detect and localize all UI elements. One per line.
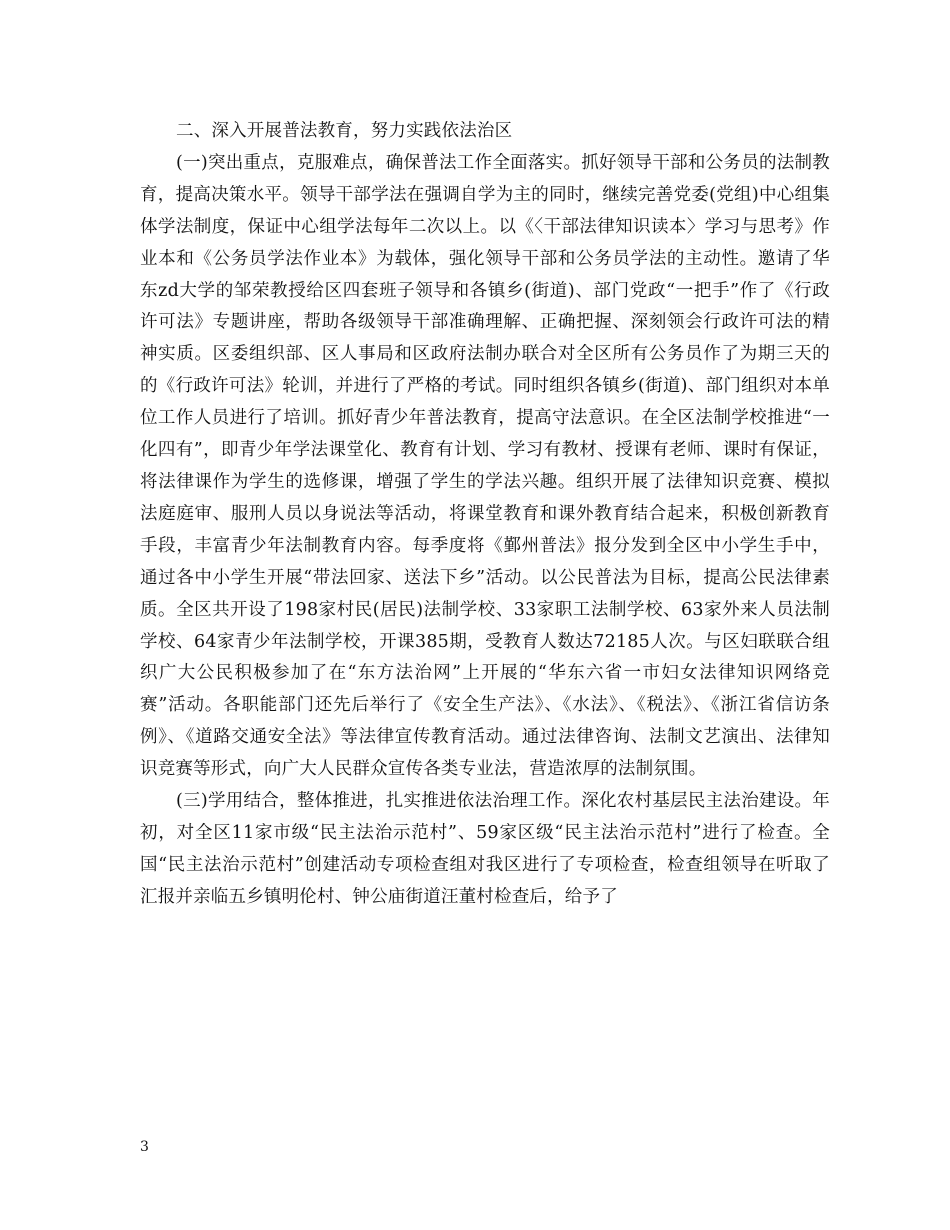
paragraph-1: (一)突出重点，克服难点，确保普法工作全面落实。抓好领导干部和公务员的法制教育，提高决策水平。领导干部学法在强调自学为主的同时，继续完善党委(党组)中心组集体学法制度，保证中心组学法每年二次以上。以《〈干部法律知识读本〉学习与思考》作业本和《公务员学法作业本》为载体，强化领导干部和公务员学法的主动性。邀请了华东zd大学的邹荣教授给区四套班子领导和各镇乡(街道)、部门党政“一把手”作了《行政许可法》专题讲座，帮助各级领导干部准确理解、正确把握、深刻领会行政许可法的精神实质。区委组织部、区人事局和区政府法制办联合对全区所有公务员作了为期三天的的《行政许可法》轮训，并进行了严格的考试。同时组织各镇乡(街道)、部门组织对本单位工作人员进行了培训。抓好青少年普法教育，提高守法意识。在全区法制学校推进“一化四有”，即青少年学法课堂化、教育有计划、学习有教材、授课有老师、课时有保证，将法律课作为学生的选修课，增强了学生的学法兴趣。组织开展了法律知识竞赛、模拟法庭庭审、服刑人员以身说法等活动，将课堂教育和课外教育结合起来，积极创新教育手段，丰富青少年法制教育内容。每季度将《鄞州普法》报分发到全区中小学生手中，通过各中小学生开展“带法回家、送法下乡”活动。以公民普法为目标，提高公民法律素质。全区共开设了198家村民(居民)法制学校、33家职工法制学校、63家外来人员法制学校、64家青少年法制学校，开课385期，受教育人数达72185人次。与区妇联联合组织广大公民积极参加了在“东方法治网”上开展的“华东六省一市妇女法律知识网络竞赛”活动。各职能部门还先后举行了《安全生产法》、《水法》、《税法》、《浙江省信访条例》、《道路交通安全法》等法律宣传教育活动。通过法律咨询、法制文艺演出、法律知识竞赛等形式，向广大人民群众宣传各类专业法，营造浓厚的法制氛围。 — [140, 152, 830, 780]
document-body — [140, 116, 830, 914]
paragraph-2: (三)学用结合，整体推进，扎实推进依法治理工作。深化农村基层民主法治建设。年初，对全区11家市级“民主法治示范村”、59家区级“民主法治示范村”进行了检查。全国“民主法治示范村”创建活动专项检查组对我区进行了专项检查，检查组领导在听取了汇报并亲临五乡镇明伦村、钟公庙街道汪董村检查后，给予了 — [140, 791, 830, 907]
section-heading: 二、深入开展普法教育，努力实践依法治区 — [176, 121, 513, 141]
page-number: 3 — [140, 1139, 149, 1155]
